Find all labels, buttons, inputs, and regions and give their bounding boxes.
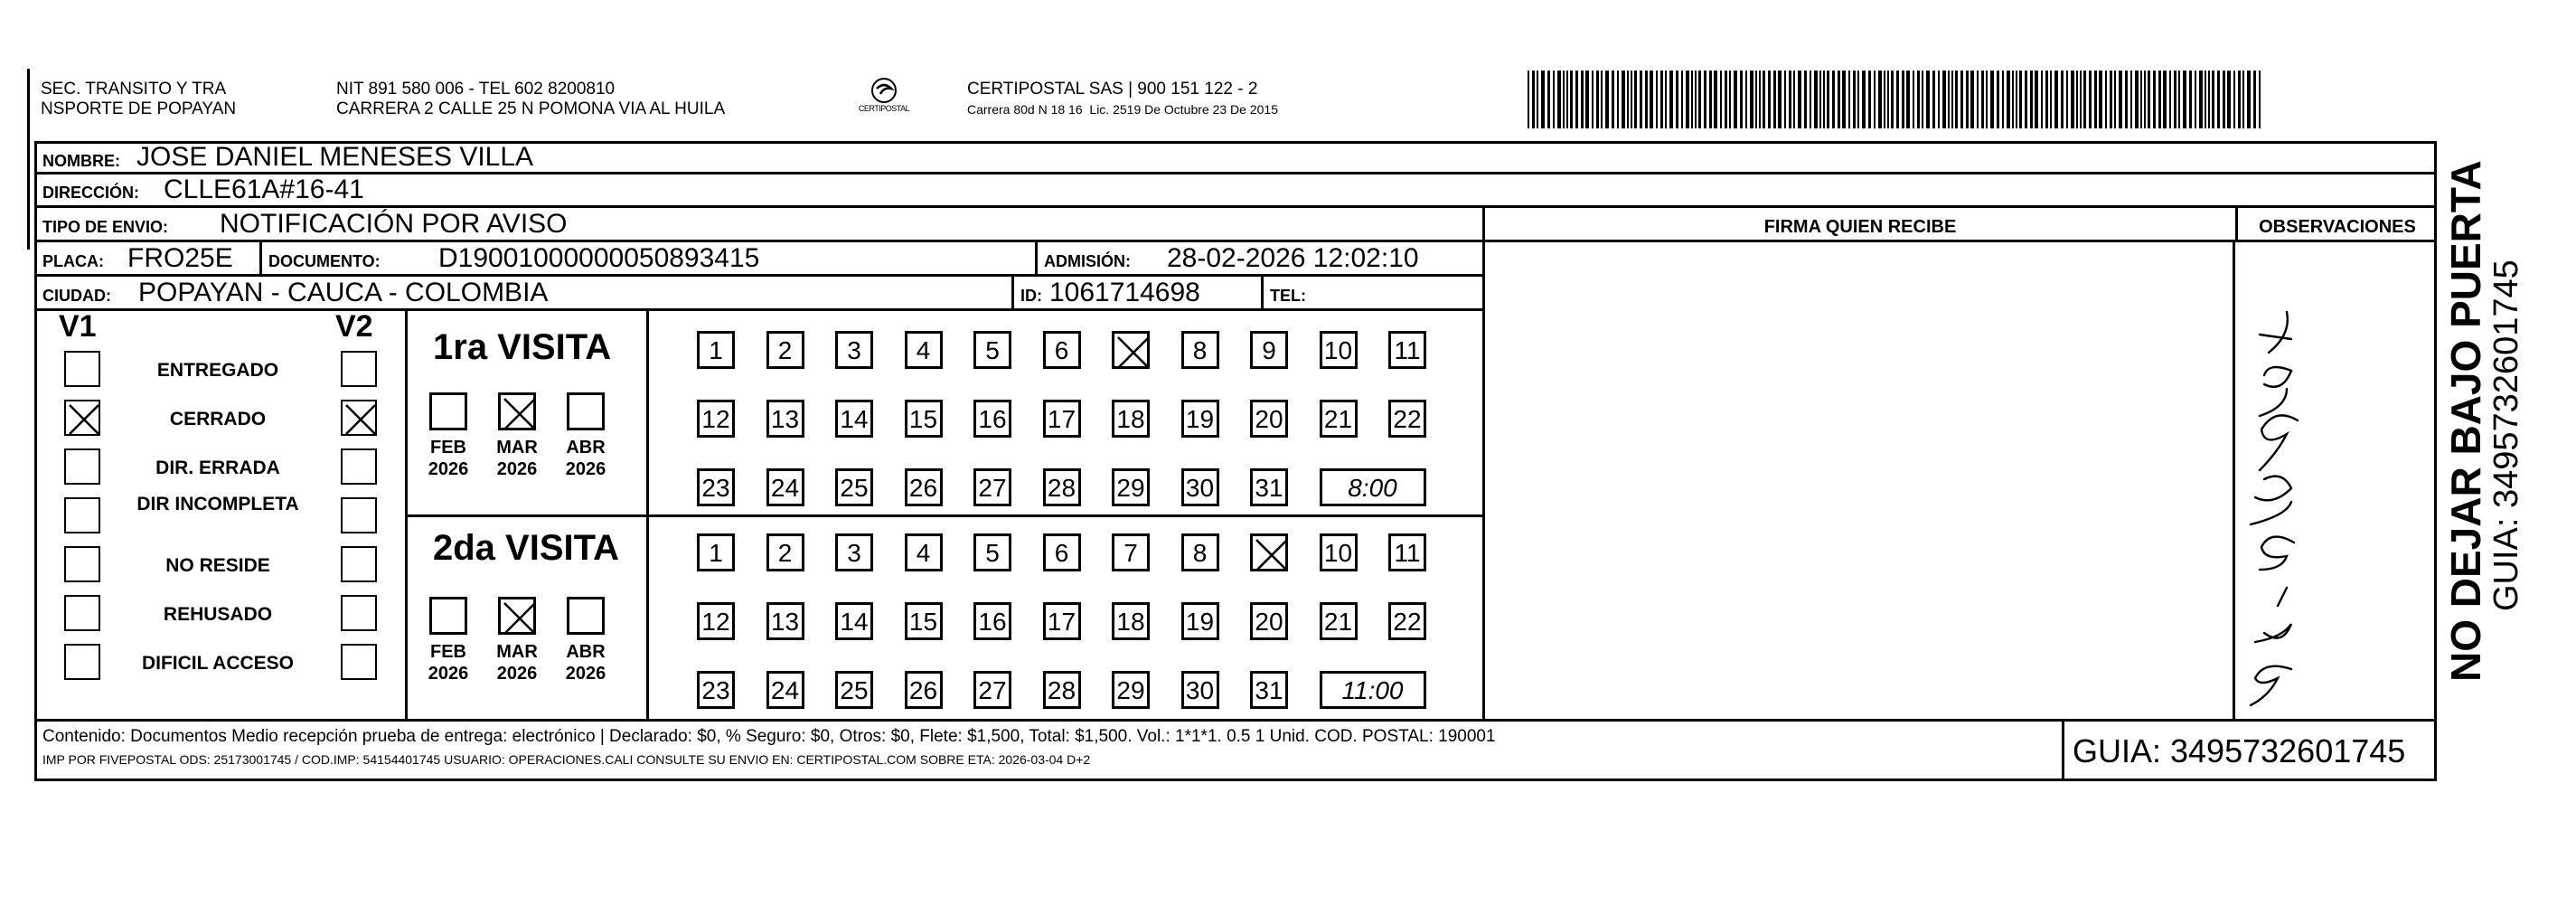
v2-checkbox[interactable] [341,497,377,533]
v2-checkbox[interactable] [341,546,377,582]
day-box[interactable] [1043,602,1081,640]
day-number: 6 [1054,539,1069,567]
address-value: CLLE61A#16-41 [164,175,364,204]
status-option-label: DIR. ERRADA [155,458,280,478]
v1-checkbox[interactable] [64,595,100,631]
status-option-label: CERRADO [169,409,267,429]
day-number: 5 [985,539,1000,567]
year-label: 2026 [496,664,538,684]
observations-header: OBSERVACIONES [2259,217,2416,237]
sender-line-1: SEC. TRANSITO Y TRA [41,80,227,99]
side-guide: GUIA: 3495732601745 [2487,260,2525,611]
day-number: 15 [908,608,938,636]
v2-checkbox[interactable] [341,448,377,485]
day-box[interactable] [905,331,943,369]
day-box[interactable] [697,602,735,640]
tel-label: TEL: [1270,287,1306,305]
day-box[interactable] [1250,400,1288,438]
status-section [37,311,408,719]
v2-check-mark [343,401,379,438]
day-box[interactable] [1112,468,1150,506]
day-box[interactable] [697,400,735,438]
day-number: 20 [1255,405,1283,433]
v1-check-mark [66,401,102,438]
signature-header: FIRMA QUIEN RECIBE [1763,217,1957,237]
certipostal-logo: CERTIPOSTAL [848,76,920,119]
day-number: 26 [908,676,938,704]
v2-checkbox[interactable] [341,595,377,631]
v1-checkbox[interactable] [64,448,100,485]
year-label: 2026 [565,664,606,684]
month-checkbox[interactable] [429,597,467,635]
day-box[interactable] [1320,602,1358,640]
signature-area[interactable] [1482,242,2235,719]
month-label: FEB [430,642,466,662]
month-label: ABR [566,642,606,662]
month-label: ABR [566,438,606,458]
sender-line-2: NSPORTE DE POPAYAN [41,99,237,118]
day-box[interactable] [1181,602,1219,640]
day-box[interactable] [835,533,873,571]
day-number: 27 [978,676,1007,704]
day-box[interactable] [905,468,943,506]
month-checkbox[interactable] [498,392,536,430]
day-number: 16 [978,405,1007,433]
day-box[interactable] [1320,331,1358,369]
first-visit-label: 1ra VISITA [433,327,612,367]
day-number: 12 [701,405,730,433]
month-checkbox[interactable] [567,392,605,430]
status-option-label: DIFICIL ACCESO [141,653,294,674]
address-label: DIRECCIÓN: [42,184,139,202]
plate-value: FRO25E [127,243,233,273]
day-number: 27 [978,474,1007,502]
day-number: 25 [840,676,869,704]
second-visit-label: 2da VISITA [433,528,619,568]
v1-checkbox[interactable] [64,351,100,387]
day-number: 2 [777,336,793,364]
day-check-mark [1253,536,1291,574]
footer-guide: GUIA: 3495732601745 [2073,732,2406,769]
month-checkbox[interactable] [429,392,467,430]
day-number: 7 [1123,539,1138,567]
day-number: 16 [978,608,1007,636]
admission-value: 28-02-2026 12:02:10 [1167,243,1419,273]
footer-contents: Contenido: Documentos Medio recepción prueba de entrega: electrónico | Declarado: $0, % Seguro: $0, Otros: $0, Flete: $1,500, Total: $1,500. Vol.: 1*1*1. 0.5 1 Unid. COD. POSTAL: 190001 [42,727,1496,746]
day-box[interactable] [1112,533,1150,571]
status-option-label: ENTREGADO [156,360,279,381]
day-number: 15 [908,405,938,433]
day-box[interactable] [766,331,804,369]
day-number: 19 [1185,405,1215,433]
day-number: 8 [1192,336,1208,364]
day-box[interactable] [1181,671,1219,709]
v2-checkbox[interactable] [341,644,377,680]
day-number: 1 [709,336,723,364]
day-number: 10 [1323,336,1353,364]
day-box[interactable] [973,400,1011,438]
year-label: 2026 [428,664,469,684]
month-label: FEB [430,438,466,458]
v2-checkbox[interactable] [341,400,377,436]
day-box[interactable] [1112,602,1150,640]
name-label: NOMBRE: [42,152,120,170]
time-box[interactable] [1320,671,1426,709]
day-number: 30 [1185,474,1215,502]
day-box[interactable] [1388,533,1426,571]
nit-line-2: CARRERA 2 CALLE 25 N POMONA VIA AL HUILA [336,99,726,118]
year-label: 2026 [496,459,538,479]
v1-checkbox[interactable] [64,546,100,582]
status-option-label: NO RESIDE [165,555,270,576]
status-option-label: REHUSADO [163,604,273,625]
document-value: D19001000000050893415 [438,243,760,273]
day-box[interactable] [835,468,873,506]
day-number: 14 [840,405,869,433]
day-number: 6 [1054,336,1069,364]
day-number: 17 [1047,405,1076,433]
day-box[interactable] [697,331,735,369]
v1-checkbox[interactable] [64,497,100,533]
day-box[interactable] [766,468,804,506]
day-box[interactable] [697,533,735,571]
day-box[interactable] [1250,468,1288,506]
day-number: 12 [701,608,730,636]
name-row [37,144,2434,175]
observation-handwriting [2223,298,2332,723]
first-visit-section [408,311,1482,517]
type-label: TIPO DE ENVIO: [42,218,169,236]
month-label: MAR [496,438,538,458]
day-box[interactable] [1250,671,1288,709]
day-number: 8 [1192,539,1208,567]
day-number: 21 [1323,405,1353,433]
day-box[interactable] [697,671,735,709]
day-box[interactable] [1250,533,1288,571]
day-number: 22 [1393,608,1422,636]
v1-checkbox[interactable] [64,644,100,680]
day-box[interactable] [905,400,943,438]
day-number: 4 [916,539,931,567]
month-check-mark [501,599,539,637]
day-box[interactable] [1112,671,1150,709]
day-box[interactable] [835,671,873,709]
v2-checkbox[interactable] [341,351,377,387]
second-visit-section [408,517,1482,719]
footer-imp: IMP POR FIVEPOSTAL ODS: 25173001745 / COD.IMP: 54154401745 USUARIO: OPERACIONES.CALI CONSULTE SU ENVIO EN: CERTIPOSTAL.COM SOBRE ETA: 2026-03-04 D+2 [42,752,1091,767]
day-box[interactable] [766,533,804,571]
day-check-mark [1114,334,1152,372]
day-number: 5 [985,336,1000,364]
day-number: 29 [1116,474,1145,502]
day-number: 1 [709,539,723,567]
handwritten-time: 11:00 [1341,676,1404,704]
day-number: 28 [1047,676,1076,704]
type-value: NOTIFICACIÓN POR AVISO [220,209,568,239]
day-box[interactable] [1043,400,1081,438]
day-box[interactable] [973,331,1011,369]
day-number: 18 [1116,405,1145,433]
day-box[interactable] [1320,400,1358,438]
day-box[interactable] [973,533,1011,571]
month-check-mark [501,395,539,433]
day-number: 3 [847,336,861,364]
margin-mark [27,69,30,250]
plate-row [37,242,1482,277]
day-number: 11 [1394,336,1421,364]
day-number: 23 [701,474,730,502]
day-box[interactable] [973,602,1011,640]
day-box[interactable] [1112,400,1150,438]
v1-label: V1 [59,309,97,344]
day-number: 24 [770,676,800,704]
side-warning: NO DEJAR BAJO PUERTA [2442,160,2489,682]
day-number: 2 [777,539,793,567]
day-number: 29 [1116,676,1145,704]
day-number: 13 [770,608,800,636]
day-box[interactable] [905,533,943,571]
day-number: 4 [916,336,931,364]
city-row [37,277,1482,311]
day-number: 24 [770,474,800,502]
day-number: 9 [1262,336,1276,364]
day-box[interactable] [766,671,804,709]
footer-row [37,719,2434,779]
v1-checkbox[interactable] [64,400,100,436]
day-box[interactable] [1181,468,1219,506]
day-box[interactable] [1388,331,1426,369]
day-number: 17 [1047,608,1076,636]
day-box[interactable] [766,400,804,438]
name-value: JOSE DANIEL MENESES VILLA [136,142,534,172]
day-box[interactable] [1181,533,1219,571]
day-number: 30 [1185,676,1215,704]
year-label: 2026 [428,459,469,479]
day-box[interactable] [835,400,873,438]
day-number: 28 [1047,474,1076,502]
day-number: 22 [1393,405,1422,433]
city-value: POPAYAN - CAUCA - COLOMBIA [138,278,549,307]
day-box[interactable] [905,602,943,640]
day-number: 26 [908,474,938,502]
day-box[interactable] [1250,602,1288,640]
handwritten-time: 8:00 [1348,474,1397,502]
day-box[interactable] [905,671,943,709]
receipt-header-row [1482,208,2434,242]
day-number: 31 [1255,676,1283,704]
status-option-label: DIR INCOMPLETA [136,494,299,514]
day-box[interactable] [1043,533,1081,571]
company-line-2: Carrera 80d N 18 16 Lic. 2519 De Octubre 23 De 2015 [967,102,1278,117]
day-number: 13 [770,405,800,433]
day-box[interactable] [1320,533,1358,571]
admission-label: ADMISIÓN: [1044,252,1131,270]
id-value: 1061714698 [1049,278,1200,307]
day-box[interactable] [1388,602,1426,640]
address-row [37,175,2434,208]
id-label: ID: [1020,287,1042,305]
day-number: 10 [1323,539,1353,567]
day-number: 14 [840,608,869,636]
company-line-1: CERTIPOSTAL SAS | 900 151 122 - 2 [967,80,1258,99]
day-box[interactable] [835,331,873,369]
day-box[interactable] [1181,331,1219,369]
day-number: 23 [701,676,730,704]
day-box[interactable] [1112,331,1150,369]
day-number: 3 [847,539,861,567]
day-box[interactable] [1043,468,1081,506]
month-checkbox[interactable] [567,597,605,635]
day-number: 18 [1116,608,1145,636]
day-box[interactable] [1181,400,1219,438]
day-number: 19 [1185,608,1215,636]
city-label: CIUDAD: [42,287,111,305]
month-label: MAR [496,642,538,662]
day-number: 25 [840,474,869,502]
day-box[interactable] [973,468,1011,506]
v2-label: V2 [335,309,373,344]
day-box[interactable] [1388,400,1426,438]
plate-label: PLACA: [42,252,104,270]
barcode [1528,71,2269,128]
time-box[interactable] [1320,468,1426,506]
month-checkbox[interactable] [498,597,536,635]
day-box[interactable] [1043,671,1081,709]
year-label: 2026 [565,459,606,479]
day-box[interactable] [697,468,735,506]
day-box[interactable] [835,602,873,640]
day-box[interactable] [1250,331,1288,369]
document-label: DOCUMENTO: [268,252,381,270]
day-box[interactable] [1043,331,1081,369]
type-row [37,208,1482,242]
day-box[interactable] [973,671,1011,709]
day-number: 21 [1323,608,1353,636]
nit-line-1: NIT 891 580 006 - TEL 602 8200810 [336,80,616,99]
day-number: 31 [1255,474,1283,502]
day-box[interactable] [766,602,804,640]
day-number: 11 [1394,539,1421,567]
day-number: 20 [1255,608,1283,636]
